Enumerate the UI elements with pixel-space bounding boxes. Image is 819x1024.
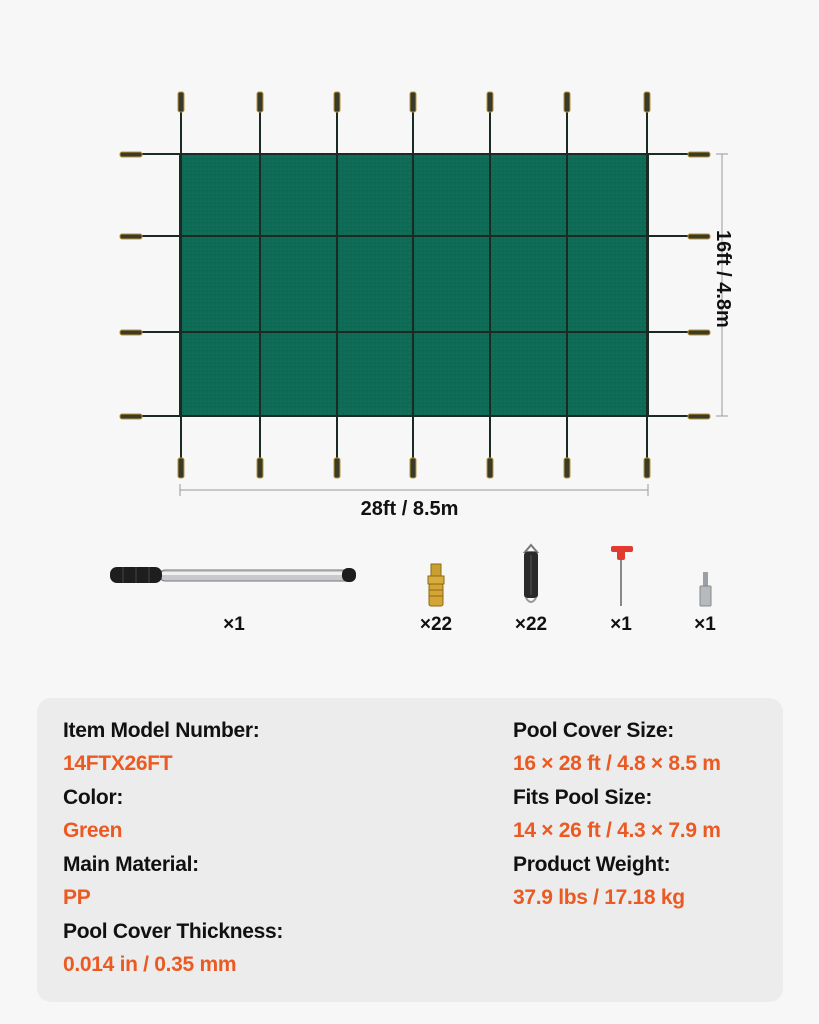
fits-pool-size-label: Fits Pool Size: <box>513 786 653 809</box>
t-handle-quantity: ×1 <box>610 614 632 635</box>
pin-quantity: ×1 <box>694 614 716 635</box>
anchor-quantity: ×22 <box>419 614 453 635</box>
fits-pool-size-value: 14 × 26 ft / 4.3 × 7.9 m <box>513 819 721 842</box>
t-handle-tool-icon <box>611 546 633 606</box>
spring-icon <box>524 545 538 602</box>
color-value: Green <box>63 819 123 842</box>
installation-pin-icon <box>700 572 711 606</box>
rod-quantity: ×1 <box>223 614 245 635</box>
installation-rod-icon <box>110 567 356 583</box>
material-label: Main Material: <box>63 853 199 876</box>
specifications-panel <box>37 698 783 1002</box>
weight-value: 37.9 lbs / 17.18 kg <box>513 886 685 909</box>
material-value: PP <box>63 886 91 909</box>
brass-anchor-icon <box>428 564 444 606</box>
specs-left-column <box>63 714 283 982</box>
thickness-label: Pool Cover Thickness: <box>63 920 284 943</box>
width-dimension-label: 28ft / 8.5m <box>360 498 459 520</box>
spring-quantity: ×22 <box>514 614 548 635</box>
height-dimension-label: 16ft / 4.8m <box>712 230 734 328</box>
model-number-value: 14FTX26FT <box>63 752 173 775</box>
cover-size-value: 16 × 28 ft / 4.8 × 8.5 m <box>513 752 721 775</box>
model-number-label: Item Model Number: <box>63 719 260 742</box>
thickness-value: 0.014 in / 0.35 mm <box>63 953 237 976</box>
weight-label: Product Weight: <box>513 853 671 876</box>
color-label: Color: <box>63 786 124 809</box>
specs-right-column <box>513 714 721 915</box>
cover-size-label: Pool Cover Size: <box>513 719 674 742</box>
